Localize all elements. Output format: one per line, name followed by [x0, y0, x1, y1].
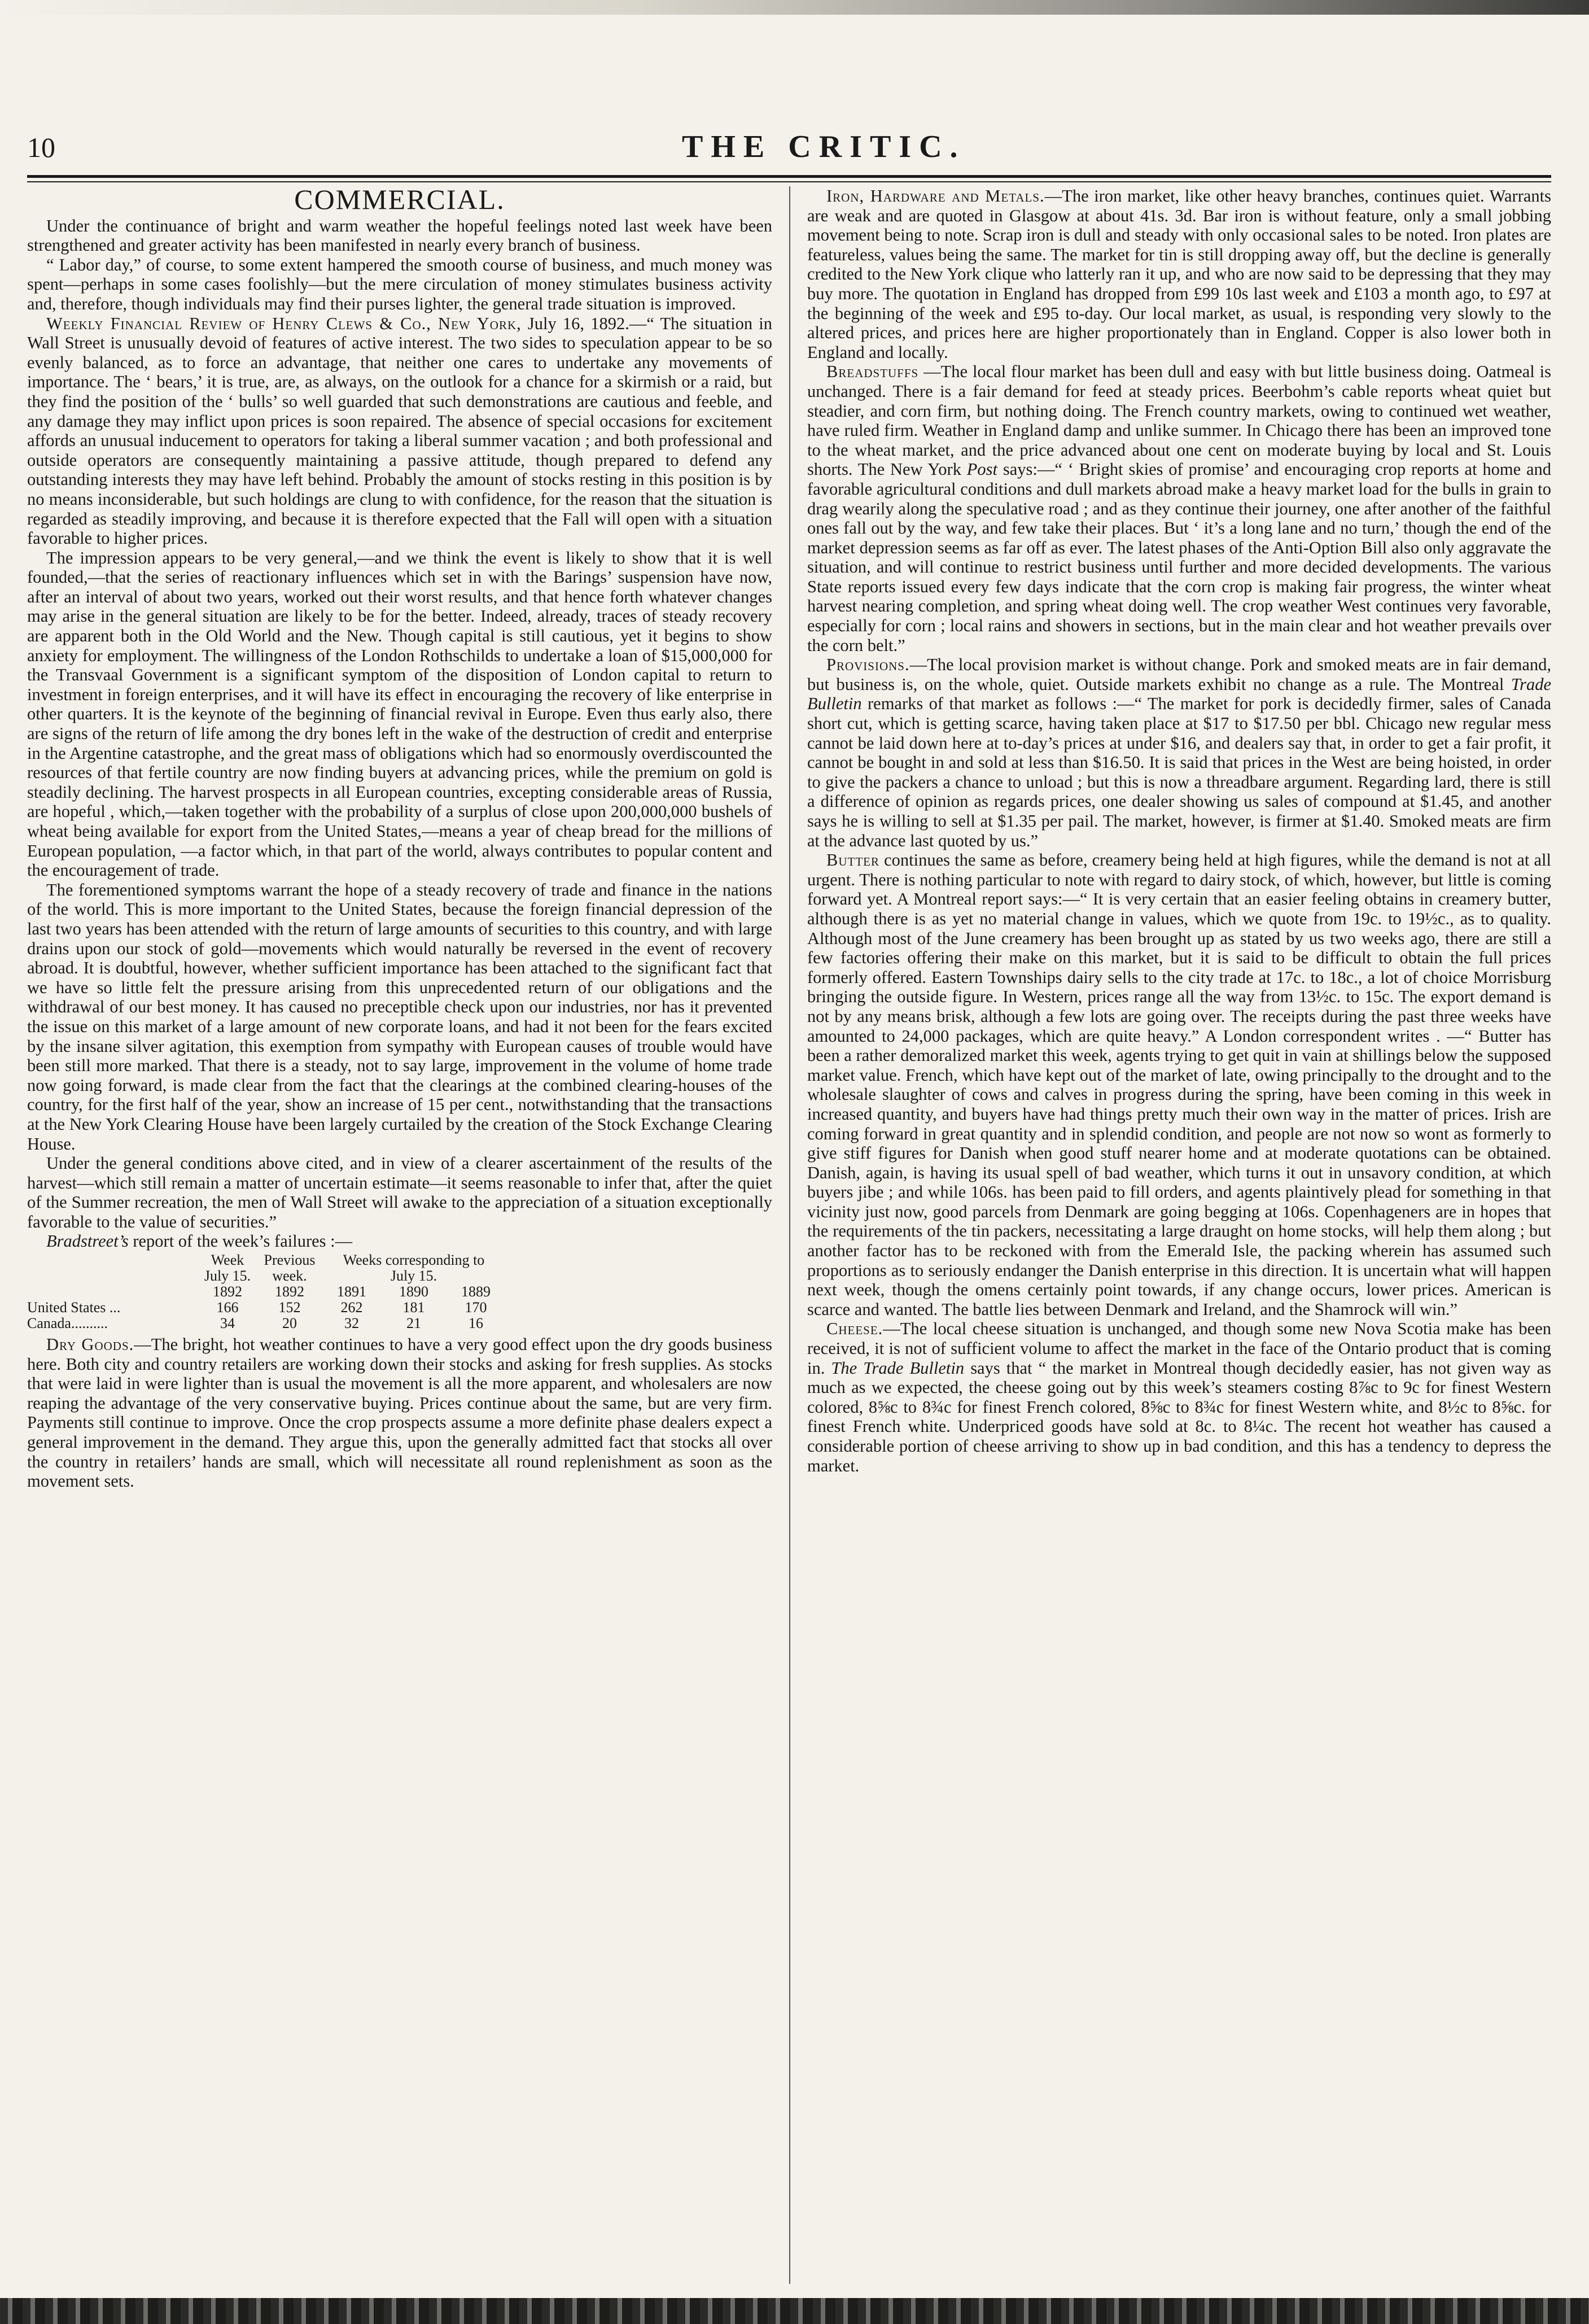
publication-name: The Trade Bulletin: [831, 1358, 965, 1378]
paragraph: Under the continuance of bright and warm weather the hopeful feelings noted last week have been strengthened and greater activity has been manifested in nearly every branch of business.: [27, 216, 772, 255]
paragraph: [807, 850, 1551, 1319]
failures-table: [27, 1252, 772, 1331]
paragraph-text: —The local flour market has been dull and easy with but little business doing. Oatmeal is unchanged. There is a fair demand for feed at steady prices. Beerbohm’s cable reports wheat quiet but steadier, and corn firm, but nothing doing. The French country markets, owing to continued wet weather, have ruled firm. Weather in England damp and unlike summer. In Chicago there has been an improved tone to the wheat market, and the price advanced about one cent on moderate buying by local and St. Louis shorts. The New York: [807, 362, 1551, 479]
paragraph: The impression appears to be very general,—and we think the event is likely to show that it is well founded,—that the series of reactionary influences which set in with the Barings’ suspension have now, after an interval of about two years, worked out their worst results, and that hence forth whatever changes may arise in the general situation are likely to be for the better. Indeed, already, traces of steady recovery are apparent both in the Old World and the New. Though capital is still cautious, yet it begins to show anxiety for employment. The willingness of the London Rothschilds to undertake a loan of $15,000,000 for the Transvaal Government is a significant symptom of the disposition of London capital to return to investment in foreign enterprises, and it will have its effect in encouraging the recovery of like enterprise in other quarters. It is the keynote of the beginning of financial revival in Europe. Even thus early also, there are signs of the return of life among the dry bones left in the wake of the destruction of credit and enterprise in the Argentine catastrophe, and the great mass of obligations which had so enormously overdiscounted the resources of that fertile country are now finding buyers at advancing prices, while the premium on gold is steadily declining. The harvest prospects in all European countries, excepting considerable areas of Russia, are hopeful , which,—taken together with the probability of a surplus of close upon 200,000,000 bushels of wheat being available for export from the United States,—means a year of cheap bread for the millions of European population, —a factor which, in that part of the world, always contributes to popular content and the encouragement of trade.: [27, 548, 772, 880]
paragraph-text: remarks of that market as follows :—“ The market for pork is decidedly firmer, sales of Canada short cut, which is getting scarce, having taken place at $17 to $17.50 per bbl. Chicago new regular mess cannot be laid down here at to-day’s prices at under $16, and dealers say that, in order to get a fair profit, it cannot be bought in and sold at less than $16.50. It is said that prices in the West are being hoisted, in order to give the packers a chance to unload ; but this is now a threadbare argument. Regarding lard, there is still a difference of opinion as regards prices, one dealer showing us sales of compound at $1.45, and another says he is willing to sell at $1.35 per pail. The market, however, is firmer at $1.40. Smoked meats are firm at the advance last quoted by us.”: [807, 694, 1551, 850]
column-divider: [789, 186, 790, 2284]
lead-in: Weekly Financial Review of Henry Clews & Co., New York,: [46, 313, 522, 333]
header-rule-thin: [27, 181, 1551, 182]
page-header: [27, 131, 1551, 171]
table-row: Canada.......... 34 20 32 21 16: [27, 1315, 483, 1332]
lead-in: Cheese.: [826, 1319, 883, 1339]
lead-in: Butter: [826, 850, 879, 870]
left-column: [27, 186, 772, 1491]
bottom-scan-band: [0, 2298, 1589, 2324]
lead-in: Dry Goods.: [46, 1335, 134, 1355]
table-header-row: July 15. week. July 15.: [204, 1268, 437, 1285]
lead-in: Breadstuffs: [826, 362, 919, 382]
paragraph: [807, 1319, 1551, 1475]
top-scan-band: [0, 0, 1589, 15]
table-header-row: 1892 1892 1891 1890 1889: [213, 1283, 491, 1300]
paragraph: The forementioned symptoms warrant the hope of a steady recovery of trade and finance in the nations of the world. This is more important to the United States, because the foreign financial depression of the last two years has been attended with the return of large amounts of securities to this country, and with large drains upon our stock of gold—movements which would naturally be reversed in the event of recovery abroad. It is doubtful, however, whether sufficient importance has been attached to the significant fact that we have so little felt the pressure arising from this unprecedented return of our obligations and the withdrawal of our best money. It has caused no preceptible check upon our industries, nor has it prevented the issue on this market of a large amount of new corporate loans, and had it not been for the fears excited by the insane silver agitation, this exemption from sympathy with European causes of trouble would have been still more marked. That there is a steady, not to say large, improvement in the volume of home trade now going forward, is made clear from the fact that the clearings at the combined clearing-houses of the country, for the first half of the year, show an increase of 15 per cent., notwithstanding that the transactions at the New York Clearing House have been largely curtailed by the creation of the Stock Exchange Clearing House.: [27, 880, 772, 1154]
paragraph: [27, 1231, 772, 1251]
table-row: United States ... 166 152 262 181 170: [27, 1299, 487, 1316]
paragraph: [807, 186, 1551, 362]
paragraph-text: says that “ the market in Montreal though decidedly easier, has not given way as much as we expected, the cheese going out by this week’s steamers costing 8⅞c to 9c for finest Western colored, 8⅝c to 8¾c for finest French colored, 8⅝c to 8¾c for finest Western white, and 8½c to 8⅝c. for finest French white. Underpriced goods have sold at 8c. to 8¼c. The recent hot weather has caused a considerable portion of cheese arriving to show up in bad condition, and this has a tendency to depress the market.: [807, 1358, 1551, 1475]
masthead-title: THE CRITIC.: [682, 129, 966, 164]
lead-in: Provisions.: [826, 655, 910, 675]
paragraph: Under the general conditions above cited, and in view of a clearer ascertainment of the results of the harvest—which still remain a matter of uncertain estimate—it seems reasonable to infer that, after the quiet of the Summer recreation, the men of Wall Street will awake to the appreciation of a situation exceptionally favorable to the value of securities.”: [27, 1154, 772, 1231]
section-heading: COMMERCIAL.: [294, 184, 505, 215]
paragraph: [27, 1335, 772, 1491]
paragraph-text: —The local cheese situation is unchanged, and though some new Nova Scotia make has been received, it is not of sufficient volume to affect the market in the face of the Ontario product that is coming in.: [807, 1319, 1551, 1378]
table-header-row: Week Previous Weeks corresponding to: [211, 1252, 485, 1269]
paragraph-text: —The iron market, like other heavy branches, continues quiet. Warrants are weak and are quoted in Glasgow at about 41s. 3d. Bar iron is without feature, only a small jobbing movement being to note. Scrap iron is dull and steady with only occasional sales to be noted. Iron plates are featureless, values being the same. The market for tin is still dropping away off, but the decline is generally credited to the New York clique who latterly ran it up, and who are now said to be depressing that they may buy more. The quotation in England has dropped from £99 10s last week and £103 a month ago, to £97 at the beginning of the week and £95 to-day. Our local market, as usual, is responding very slowly to the altered prices, and prices here are higher proportionately than in England. Copper is also lower both in England and locally.: [807, 186, 1551, 362]
paragraph: [807, 362, 1551, 655]
page-number: 10: [27, 132, 55, 163]
paragraph-text: says:—“ ‘ Bright skies of promise’ and encouraging crop reports at home and favorable agricultural conditions and dull markets abroad make a heavy market load for the bulls in grain to drag wearily along the speculative road ; and as they continue their journey, one after another of the faithful ones fall out by the way, and few take their places. But ‘ it’s a long lane and no turn,’ though the end of the market depression seems as far off as ever. The latest phases of the Anti-Option Bill also only aggravate the situation, and will continue to restrict business until further and more decided developments. The various State reports issued every few days indicate that the corn crop is making fair progress, the winter wheat harvest nearing completion, and spring wheat doing well. The crop weather West continues very favorable, especially for corn ; local rains and showers in sections, but in the main clear and hot weather prevails over the corn belt.”: [807, 460, 1551, 655]
paragraph-text: report of the week’s failures :—: [128, 1231, 353, 1251]
paragraph-text: continues the same as before, creamery being held at high figures, while the demand is not at all urgent. There is nothing particular to note with regard to dairy stock, of which, however, but little is coming forward yet. A Montreal report says:—“ It is very certain that an easier feeling obtains in creamery butter, although there is as yet no material change in values, which we quote from 19c. to 19½c., as to quality. Although most of the June creamery has been brought up as stated by us two weeks ago, there are still a few factories offering their make on this market, but it is said to be difficult to obtain the full prices formerly offered. Eastern Townships dairy sells to the city trade at 17c. to 18c., a lot of choice Morrisburg bringing the outside figure. In Western, prices range all the way from 13½c. to 15c. The export demand is not by any means brisk, although a few lots are going over. The receipts during the past three weeks have amounted to 24,000 packages, which are quite heavy.” A London correspondent writes . —“ Butter has been a rather demoralized market this week, agents trying to get quit in vain at shillings below the supposed market value. French, which have kept out of the market of late, owing principally to the drought and to the wholesale slaughter of cows and calves in progress during the spring, have been coming in this week in increased quantity, and buyers have had things pretty much their own way in the matter of prices. Irish are coming forward in great quantity and in splendid condition, and people are not now so wont as formerly to give stiff figures for Danish when good stuff nearer home and at moderate quotations can be obtained. Danish, again, is having its usual spell of bad weather, which turns it out in unsavory condition, at which buyers jibe ; and while 106s. has been paid to fill orders, and agents plaintively plead for something in that vicinity just now, good parcels from Denmark are going begging at 106s. Copenhageners are in hopes that the requirements of the tin packers, necessitating a large draught on home stocks, will help them along ; but another factor has to be reckoned with from the Emerald Isle, the packing wherein has assumed such proportions as to seriously endanger the Danish enterprise in this direction. It is uncertain what will happen next week, though the omens certainly point towards, if any change occurs, lower prices. American is scarce and wanted. The battle lies between Denmark and Ireland, and the Shamrock will win.”: [807, 850, 1551, 1319]
header-rule: [27, 175, 1551, 178]
publication-name: Trade Bulletin: [807, 674, 1551, 714]
paragraph: [27, 314, 772, 548]
lead-in: Bradstreet’s: [46, 1231, 129, 1251]
paragraph-text: —The local provision market is without change. Pork and smoked meats are in fair demand, but business is, on the whole, quiet. Outside markets exhibit no change as a rule. The Montreal: [807, 655, 1551, 694]
paragraph-text: July 16, 1892.—“ The situation in Wall Street is unusually devoid of features of active interest. The two sides to speculation appear to be so evenly balanced, as to force an advantage, that neither one cares to undertake any movements of importance. The ‘ bears,’ it is true, are, as always, on the outlook for a chance for a skirmish or a raid, but they find the position of the ‘ bulls’ so well guarded that such demonstrations are cautious and feeble, and any damage they may inflict upon prices is soon repaired. The absence of special occasions for excitement affords an unusual inducement to operators for taking a liberal summer vacation ; and both professional and outside operators are consequently maintaining a passive attitude, though prepared to defend any outstanding interests they may have left behind. Probably the amount of stocks resting in this position is by no means inconsiderable, but such holdings are clung to with confidence, for the reason that the situation is regarded as steadily improving, and because it is therefore expected that the Fall will open with a situation favorable to higher prices.: [27, 313, 772, 548]
paragraph: [807, 655, 1551, 850]
right-column: [807, 186, 1551, 1475]
paragraph: “ Labor day,” of course, to some extent hampered the smooth course of business, and much money was spent—perhaps in some cases foolishly—but the mere circulation of money stimulates business activity and, therefore, though individuals may find their purses lighter, the general trade situation is improved.: [27, 255, 772, 313]
lead-in: Iron, Hardware and Metals.: [826, 186, 1045, 206]
publication-name: Post: [966, 460, 998, 479]
paragraph-text: —The bright, hot weather continues to have a very good effect upon the dry goods business here. Both city and country retailers are working down their stocks and asking for fresh supplies. As stocks that were laid in were lighter than is usual the movement is all the more apparent, and wholesalers are now reaping the advantage of the very conservative buying. Prices continue about the same, but are very firm. Payments still continue to improve. Once the crop prospects assume a more definite phase dealers expect a general improvement in the demand. They argue this, upon the generally admitted fact that stocks all over the country in retailers’ hands are small, which will necessitate all round replenishment as soon as the movement sets.: [27, 1335, 772, 1491]
